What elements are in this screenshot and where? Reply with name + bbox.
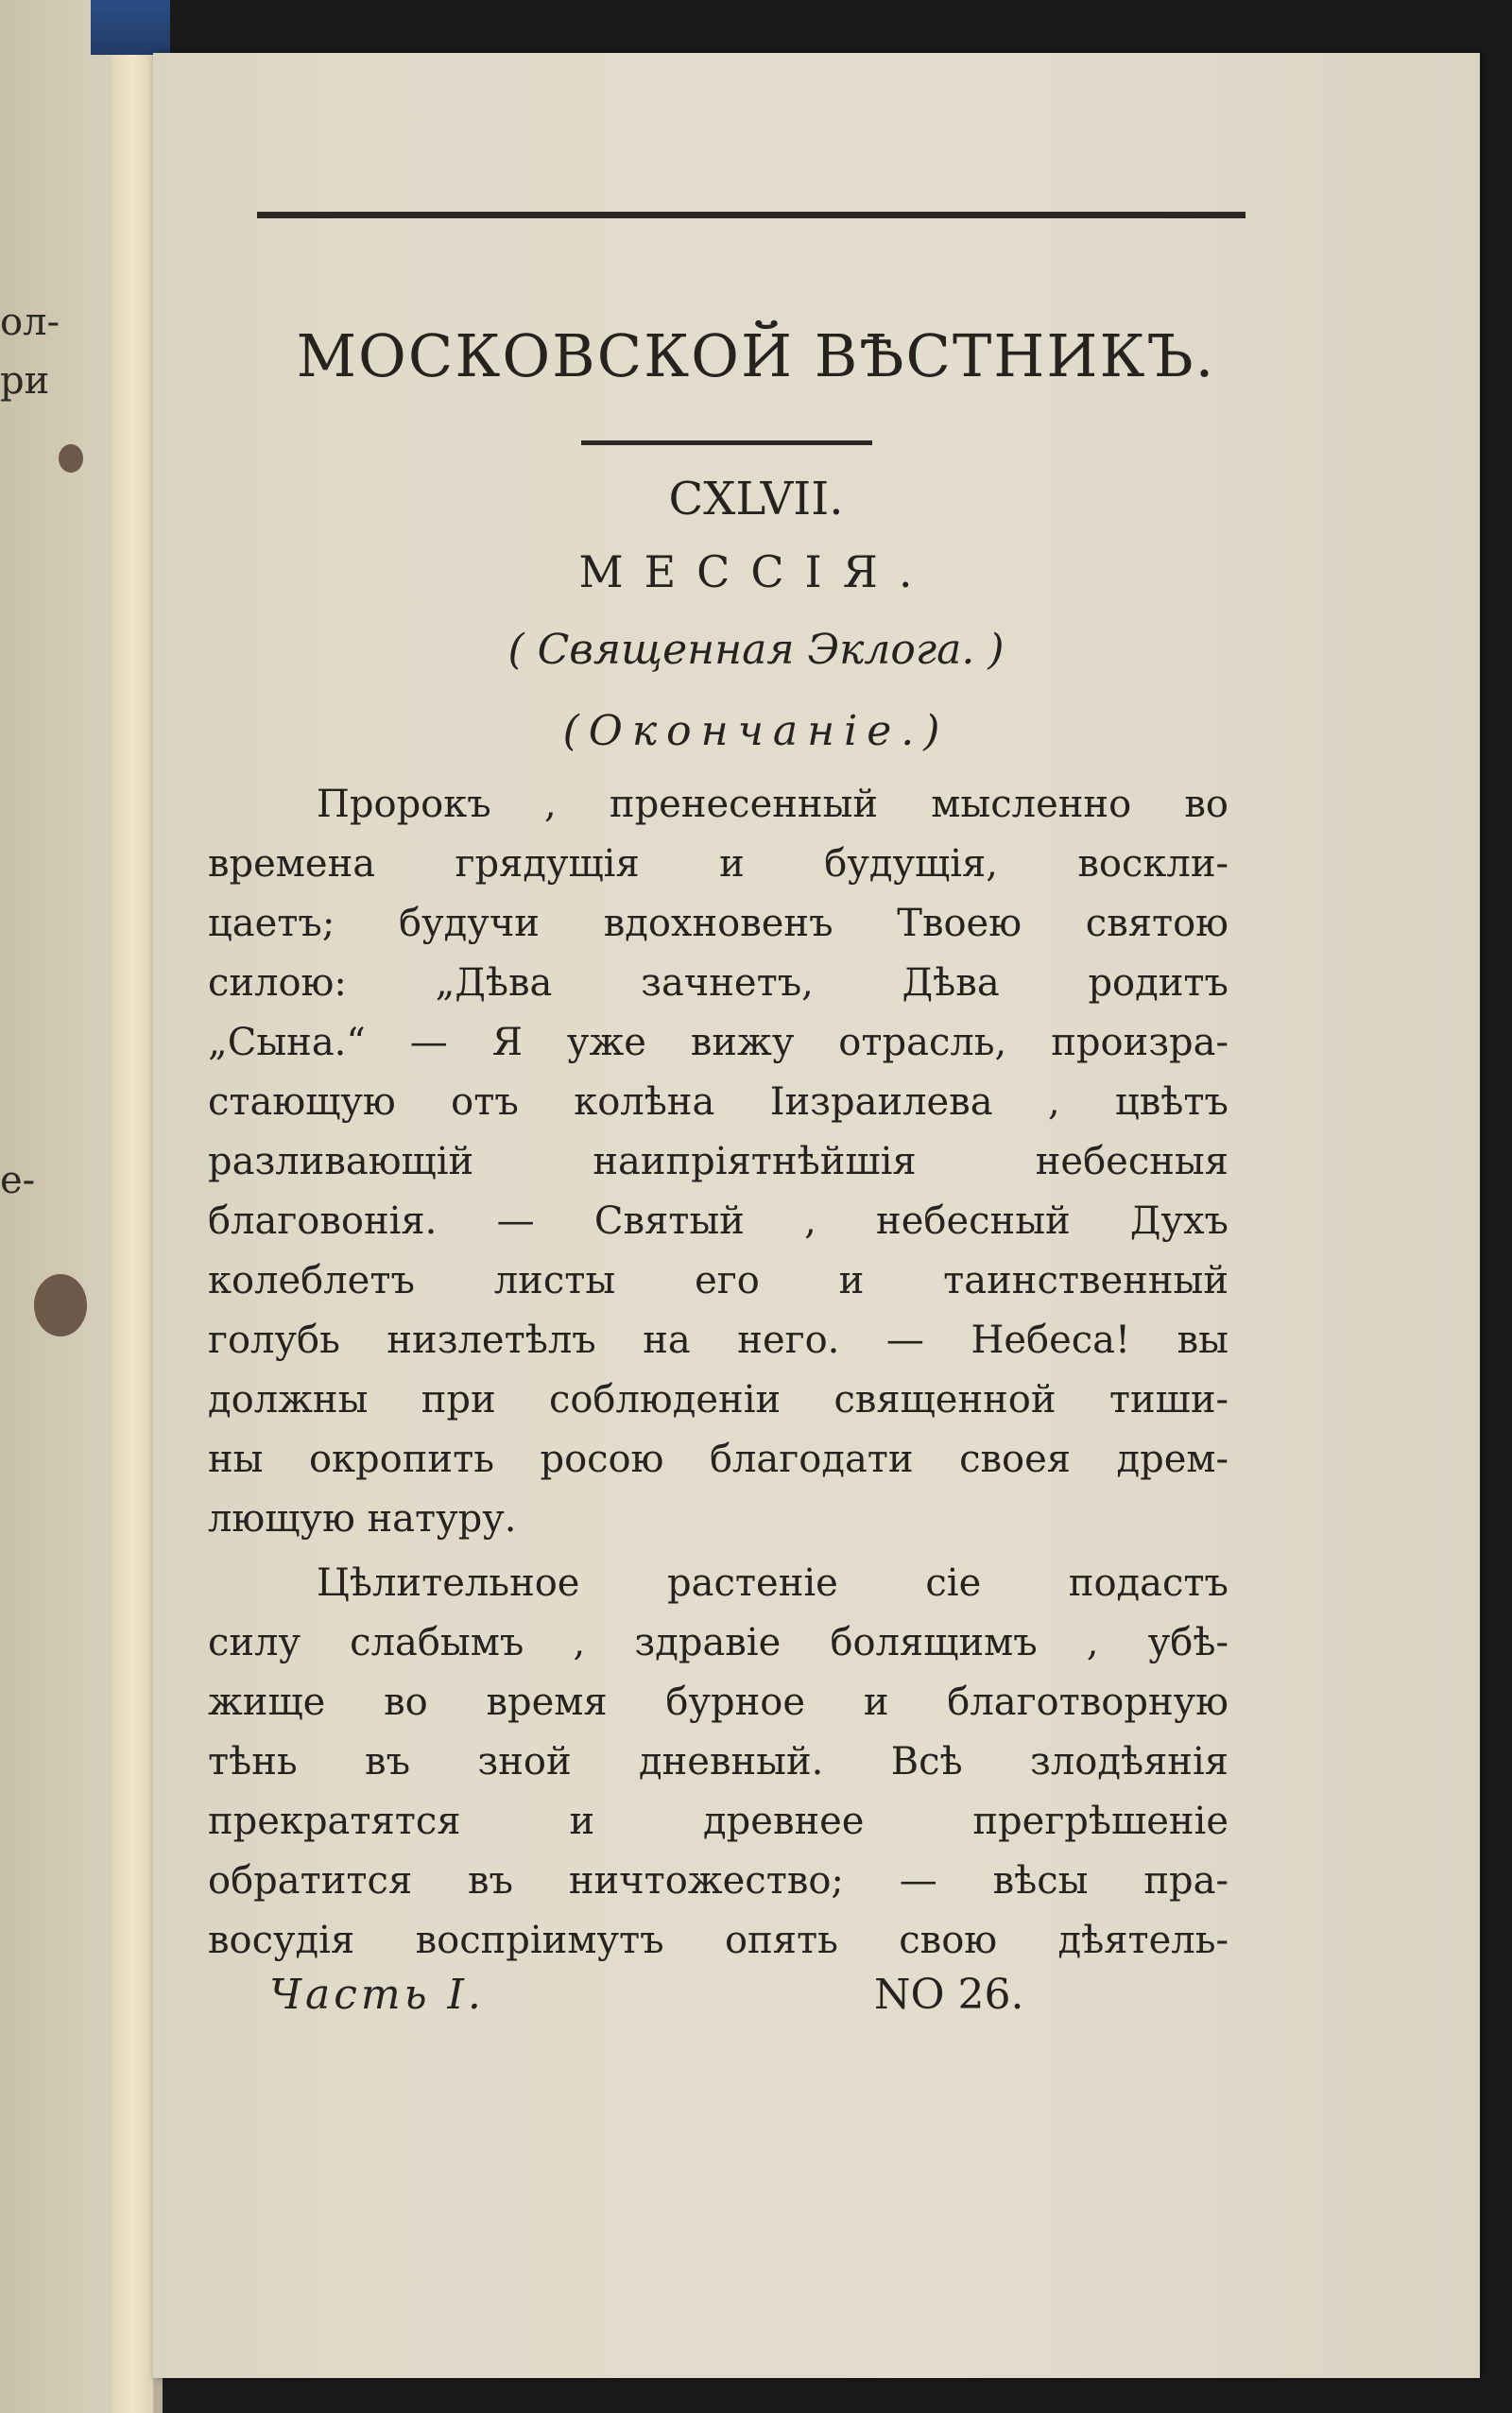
prev-page-fragment: ол- (0, 301, 60, 344)
text-line: времена грядущія и будущія, воскли- (208, 842, 1228, 886)
ink-stain (59, 444, 83, 473)
journal-title: МОСКОВСКОЙ ВѢСТНИКЪ. (296, 321, 1216, 390)
prev-page-fragment: ри (0, 359, 50, 403)
ink-stain (34, 1274, 87, 1336)
top-rule (257, 212, 1246, 218)
text-line: ны окропить росою благодати своея дрем- (208, 1438, 1228, 1481)
text-line: обратится въ ничтожество; — вѣсы пра- (208, 1859, 1228, 1903)
ribbon-bookmark (91, 0, 170, 55)
text-line: жище во время бурное и благотворную (208, 1680, 1228, 1724)
paragraph-2 (208, 1554, 1228, 1971)
paragraph-1 (208, 775, 1228, 1549)
text-line: колеблетъ листы его и таинственный (208, 1259, 1228, 1302)
text-line: „Сына.“ — Я уже вижу отрасль, произра- (208, 1021, 1228, 1064)
article-subtitle: ( Священная Эклога. ) (507, 626, 1005, 674)
text-line: силою: „Дѣва зачнетъ, Дѣва родитъ (208, 961, 1228, 1005)
text-line: Цѣлительное растеніе сіе подастъ (317, 1561, 1228, 1605)
article-number: CXLVII. (668, 473, 844, 526)
text-line: восудія воспріимутъ опять свою дѣятель- (208, 1919, 1228, 1962)
title-rule (581, 440, 872, 445)
issue-number: NO 26. (874, 1971, 1024, 2019)
book-gutter (112, 55, 153, 2413)
part-signature: Часть I. (269, 1971, 485, 2019)
text-line: тѣнь въ зной дневный. Всѣ злодѣянія (208, 1740, 1228, 1784)
text-line: цаетъ; будучи вдохновенъ Твоею святою (208, 902, 1228, 945)
text-line: голубь низлетѣлъ на него. — Небеса! вы (208, 1319, 1228, 1362)
text-line: лющую натуру. (208, 1497, 517, 1541)
prev-page-fragment: е- (0, 1159, 36, 1202)
text-line: прекратятся и древнее прегрѣшеніе (208, 1800, 1228, 1843)
text-line: стающую отъ колѣна Іизраилева , цвѣтъ (208, 1080, 1228, 1124)
text-line: силу слабымъ , здравіе болящимъ , убѣ- (208, 1621, 1228, 1664)
text-line: благовонія. — Святый , небесный Духъ (208, 1199, 1228, 1243)
text-line: разливающій наипріятнѣйшія небесныя (208, 1140, 1228, 1183)
text-line: Пророкъ , пренесенный мысленно во (317, 783, 1228, 826)
text-line: должны при соблюденіи священной тиши- (208, 1378, 1228, 1422)
article-continuation-note: (Окончаніе.) (562, 707, 950, 755)
article-heading: МЕССІЯ. (578, 546, 934, 597)
